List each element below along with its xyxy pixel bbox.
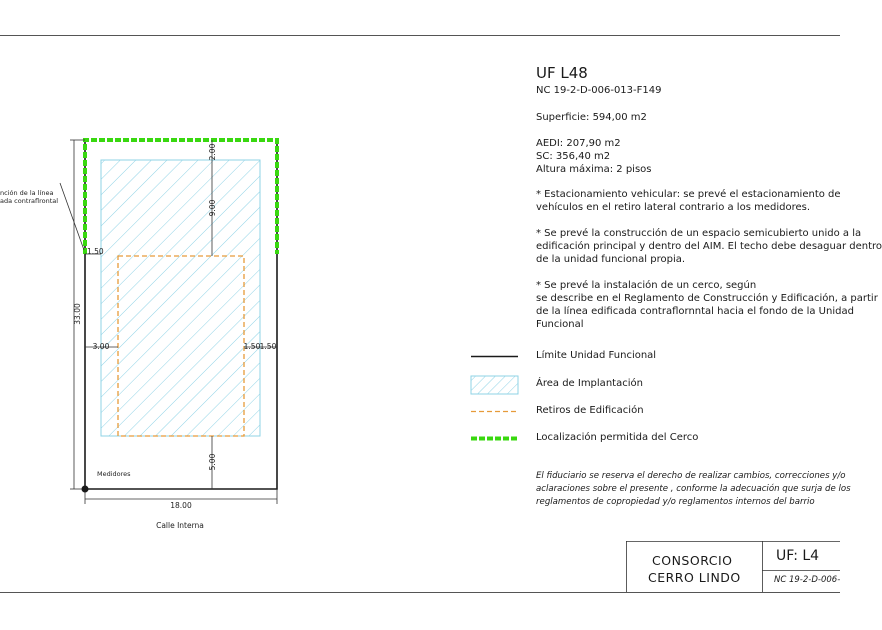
- note-3-line-3: de la línea edificada contraflornntal hacia el fondo de la Unidad: [536, 306, 854, 317]
- disclaimer-line-3: reglamentos de copropiedad y/o reglamentos internos del barrio: [536, 497, 815, 507]
- note-2-line-3: de la unidad funcional propia.: [536, 254, 686, 265]
- legend-limit-label: Límite Unidad Funcional: [536, 350, 657, 361]
- title-block-uf: UF: L4: [776, 548, 820, 564]
- dim-left-setback: 3.00: [92, 342, 110, 351]
- title-block-org-line-1: CONSORCIO: [652, 553, 733, 568]
- lot-info-panel: [536, 64, 882, 331]
- dim-top-setback: 2.00: [208, 143, 217, 161]
- dim-front-setback: 5.00: [208, 453, 217, 471]
- legend-area-swatch: [471, 376, 518, 394]
- implantation-area: [101, 160, 260, 436]
- superficie: Superficie: 594,00 m2: [536, 112, 647, 123]
- dim-upper-depth: 9.00: [208, 199, 217, 217]
- title-block-nc: NC 19-2-D-006-: [774, 575, 841, 585]
- note-3-line-4: Funcional: [536, 319, 584, 330]
- legend-area-label: Área de Implantación: [536, 378, 643, 389]
- note-2-line-1: * Se prevé la construcción de un espacio semicubierto unido a la: [536, 228, 862, 239]
- altura-maxima: Altura máxima: 2 pisos: [536, 164, 652, 175]
- nc-code: NC 19-2-D-006-013-F149: [536, 85, 662, 96]
- note-3-line-2: se describe en el Reglamento de Construcción y Edificación, a partir: [536, 293, 878, 304]
- uf-title: UF L48: [536, 64, 588, 82]
- dim-width-total: 18.00: [170, 501, 192, 510]
- note-3-line-1: * Se prevé la instalación de un cerco, según: [536, 280, 757, 291]
- disclaimer-line-1: El fiduciario se reserva el derecho de realizar cambios, correcciones y/o: [536, 471, 846, 481]
- disclaimer-line-2: aclaraciones sobre el presente , conforme la adecuación que surja de los: [536, 484, 851, 494]
- title-block-org-line-2: CERRO LINDO: [648, 570, 741, 585]
- note-1-line-1: * Estacionamiento vehicular: se prevé el estacionamiento de: [536, 189, 841, 200]
- note-1-line-2: vehículos en el retiro lateral contrario a los medidores.: [536, 202, 811, 213]
- calle-interna-label: Calle Interna: [156, 521, 204, 530]
- note-2-line-2: edificación principal y dentro del AIM. El techo debe desaguar dentro: [536, 241, 882, 252]
- dim-left-side: 1.50: [87, 247, 104, 256]
- sc: SC: 356,40 m2: [536, 151, 611, 162]
- legend-fence-label: Localización permitida del Cerco: [536, 432, 699, 443]
- dim-depth-total: 33.00: [73, 303, 82, 325]
- medidores-marker: [82, 486, 89, 493]
- aedi: AEDI: 207,90 m2: [536, 138, 621, 149]
- fence-callout-line-1: nción de la línea: [0, 189, 54, 197]
- medidores-label: Medidores: [97, 470, 131, 478]
- dim-right-inner: 1.50: [243, 342, 261, 351]
- dim-right-outer: 1.50: [259, 342, 277, 351]
- fence-callout-line-2: ada contraflrontal: [0, 197, 59, 205]
- disclaimer: [536, 470, 851, 509]
- legend-setback-label: Retiros de Edificación: [536, 405, 644, 416]
